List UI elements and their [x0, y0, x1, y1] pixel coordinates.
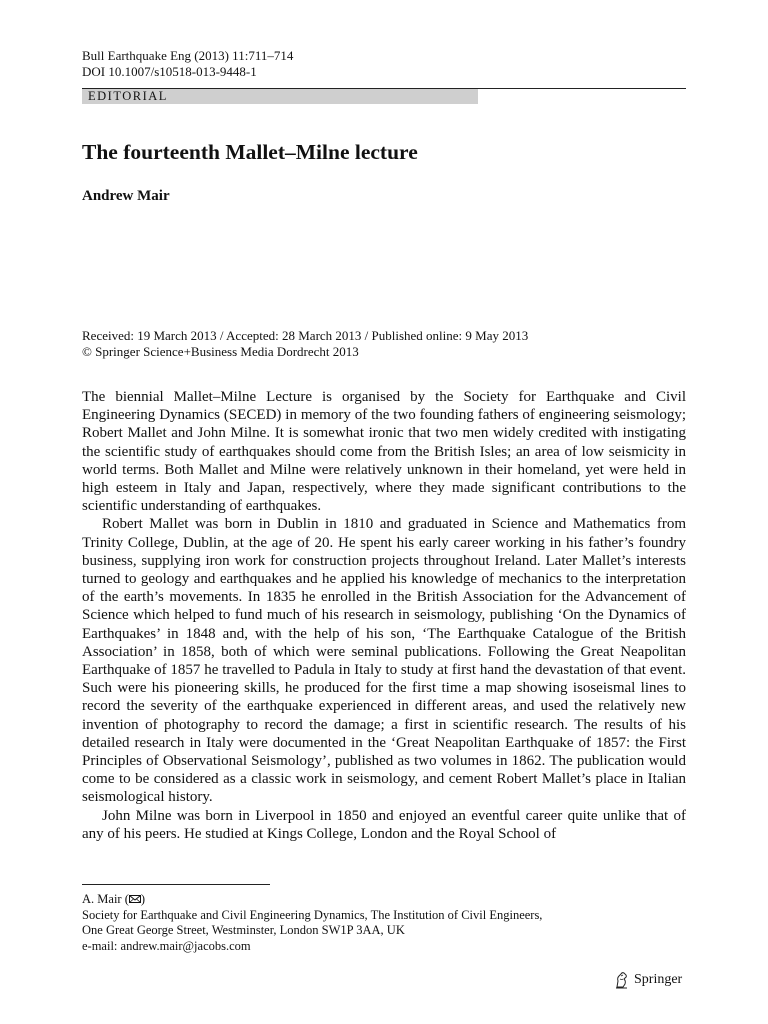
article-body: [82, 388, 686, 843]
publisher-logo: [614, 970, 682, 990]
journal-info: [82, 48, 293, 80]
publication-dates: [82, 328, 528, 360]
article-title: The fourteenth Mallet–Milne lecture: [82, 140, 418, 164]
body-paragraph: Robert Mallet was born in Dublin in 1810 and graduated in Science and Mathematics from Trinity College, Dublin, at the age of 20. He spent his early career working in his father’s foundry business, supplying iron work for construction projects throughout Ireland. Later Mallet’s interests turned to geology and earthquakes and he applied his knowledge of mechanics to the interpretation of the earth’s movements. In 1835 he enrolled in the British Association for the Advancement of Science which helped to fund much of his research in seismology, publishing ‘On the Dynamics of Earthquakes’ in 1848 and, with the help of his son, ‘The Earthquake Catalogue of the British Association’ in 1858, both of which were seminal publications. Following the Great Neapolitan Earthquake of 1857 he travelled to Padula in Italy to study at first hand the devastation of that event. Such were his pioneering skills, he produced for the first time a map showing isoseismal lines to record the severity of the earthquake experienced in different areas, and used the relatively new invention of photography to record the damage; a first in scientific research. The results of his detailed research in Italy were documented in the ‘Great Neapolitan Earthquake of 1857: the First Principles of Observational Seismology’, published as two volumes in 1862. The publication would come to be considered as a classic work in seismology, and cement Robert Mallet’s place in Italian seismological history.: [82, 516, 686, 806]
footnote-author-close: ): [140, 892, 146, 906]
author-footnote: [82, 892, 542, 954]
publisher-name: Springer: [634, 972, 683, 987]
footnote-affiliation-1: Society for Earthquake and Civil Engineering Dynamics, The Institution of Civil Engineers,: [82, 907, 543, 922]
date-history: Received: 19 March 2013 / Accepted: 28 March 2013 / Published online: 9 May 2013: [82, 328, 529, 343]
footnote-rule: [82, 884, 270, 885]
journal-doi: DOI 10.1007/s10518-013-9448-1: [82, 64, 257, 79]
footnote-affiliation-2: One Great George Street, Westminster, London SW1P 3AA, UK: [82, 923, 405, 937]
body-paragraph: The biennial Mallet–Milne Lecture is organised by the Society for Earthquake and Civil Engineering Dynamics (SECED) in memory of the two founding fathers of engineering seismology; Robert Mallet and John Milne. It is somewhat ironic that two men widely credited with instigating the scientific study of earthquakes should come from the British Isles; an area of low seismicity in world terms. Both Mallet and Milne were relatively unknown in their homeland, yet were held in high esteem in Italy and Japan, respectively, where they made significant contributions to the scientific understanding of earthquakes.: [82, 389, 686, 515]
footnote-email: e-mail: andrew.mair@jacobs.com: [82, 938, 251, 953]
footnote-author: [82, 892, 542, 908]
envelope-icon: [129, 895, 141, 903]
springer-horse-icon: [614, 971, 630, 989]
article-author: Andrew Mair: [82, 188, 170, 204]
section-label: EDITORIAL: [88, 89, 168, 103]
journal-citation: Bull Earthquake Eng (2013) 11:711–714: [82, 48, 294, 63]
footnote-author-name: A. Mair (: [82, 892, 129, 906]
body-paragraph: John Milne was born in Liverpool in 1850 and enjoyed an eventful career quite unlike that of any of his peers. He studied at Kings College, London and the Royal School of: [82, 807, 686, 842]
copyright-line: © Springer Science+Business Media Dordrecht 2013: [82, 344, 359, 359]
